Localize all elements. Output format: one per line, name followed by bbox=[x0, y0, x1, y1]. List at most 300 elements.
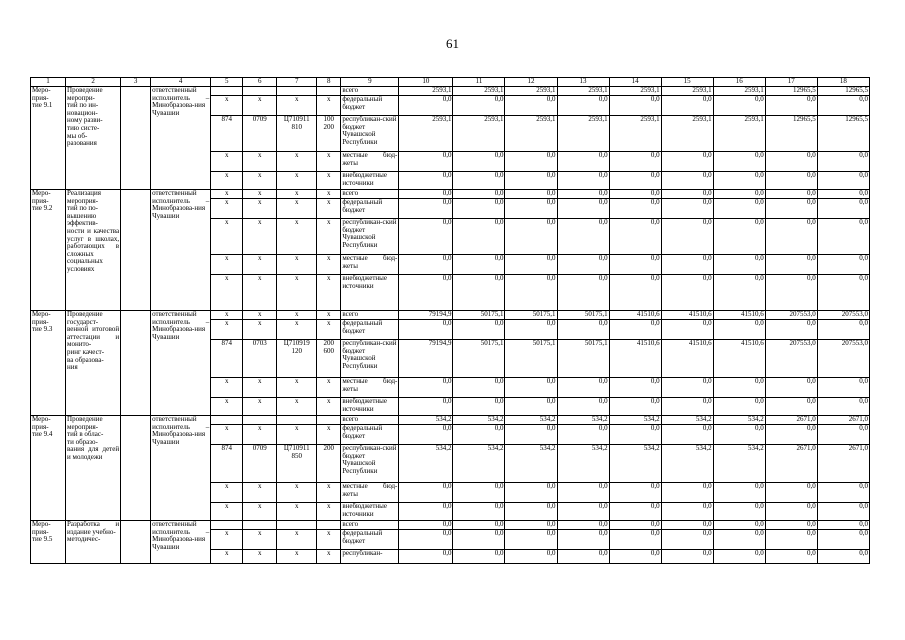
value-cell: 0,0 bbox=[609, 550, 661, 564]
value-cell: 0,0 bbox=[661, 483, 713, 503]
header-cell: 18 bbox=[817, 78, 869, 87]
code-cell: х bbox=[317, 190, 341, 199]
funding-source: внебюджетные источники bbox=[341, 275, 399, 311]
value-cell: 2593,1 bbox=[453, 116, 505, 152]
code-cell: 874 bbox=[211, 116, 243, 152]
code-cell: х bbox=[317, 530, 341, 550]
value-cell: 207553,0 bbox=[817, 340, 869, 378]
value-cell: 2593,1 bbox=[557, 87, 609, 96]
header-cell: 3 bbox=[121, 78, 151, 87]
value-cell: 0,0 bbox=[817, 152, 869, 172]
empty-cell bbox=[121, 87, 151, 190]
value-cell: 0,0 bbox=[713, 275, 765, 311]
value-cell: 0,0 bbox=[661, 503, 713, 521]
header-cell: 15 bbox=[661, 78, 713, 87]
code-cell: х bbox=[277, 483, 317, 503]
page-number: 61 bbox=[446, 36, 459, 51]
value-cell: 0,0 bbox=[557, 378, 609, 398]
value-cell: 41510,6 bbox=[609, 311, 661, 320]
table-row bbox=[31, 311, 870, 320]
code-cell: х bbox=[243, 311, 277, 320]
value-cell: 0,0 bbox=[713, 521, 765, 530]
funding-source: республикан-ский бюджет Чувашской Республики bbox=[341, 219, 399, 255]
code-cell: х bbox=[211, 152, 243, 172]
value-cell: 0,0 bbox=[609, 199, 661, 219]
code-cell: х bbox=[243, 219, 277, 255]
value-cell: 2671,0 bbox=[817, 445, 869, 483]
value-cell: 0,0 bbox=[453, 320, 505, 340]
funding-source: всего bbox=[341, 521, 399, 530]
code-cell bbox=[211, 521, 243, 530]
value-cell: 0,0 bbox=[399, 398, 453, 416]
value-cell: 0,0 bbox=[765, 275, 817, 311]
value-cell: 0,0 bbox=[505, 378, 557, 398]
value-cell: 0,0 bbox=[453, 96, 505, 116]
value-cell: 0,0 bbox=[505, 152, 557, 172]
code-cell: х bbox=[317, 483, 341, 503]
event-executor: ответственный исполнитель – Минобразова-ния Чувашии bbox=[151, 190, 211, 311]
value-cell: 0,0 bbox=[399, 483, 453, 503]
funding-source: всего bbox=[341, 416, 399, 425]
value-cell: 0,0 bbox=[609, 503, 661, 521]
code-cell: 874 bbox=[211, 445, 243, 483]
empty-cell bbox=[121, 521, 151, 564]
value-cell: 0,0 bbox=[399, 199, 453, 219]
code-cell: х bbox=[243, 255, 277, 275]
value-cell: 0,0 bbox=[661, 190, 713, 199]
value-cell: 534,2 bbox=[399, 416, 453, 425]
value-cell: 0,0 bbox=[557, 190, 609, 199]
value-cell: 534,2 bbox=[505, 445, 557, 483]
value-cell: 0,0 bbox=[817, 219, 869, 255]
value-cell: 50175,1 bbox=[505, 311, 557, 320]
funding-source: местные бюд-жеты bbox=[341, 483, 399, 503]
value-cell: 2593,1 bbox=[505, 87, 557, 96]
budget-table bbox=[30, 77, 870, 564]
value-cell: 0,0 bbox=[399, 96, 453, 116]
funding-source: федеральный бюджет bbox=[341, 320, 399, 340]
value-cell: 0,0 bbox=[453, 550, 505, 564]
code-cell: 200 600 bbox=[317, 340, 341, 378]
value-cell: 0,0 bbox=[557, 550, 609, 564]
funding-source: всего bbox=[341, 87, 399, 96]
code-cell: х bbox=[277, 199, 317, 219]
value-cell: 0,0 bbox=[817, 550, 869, 564]
value-cell: 0,0 bbox=[557, 219, 609, 255]
value-cell: 0,0 bbox=[609, 172, 661, 190]
value-cell: 0,0 bbox=[453, 521, 505, 530]
code-cell: х bbox=[243, 152, 277, 172]
value-cell: 0,0 bbox=[661, 378, 713, 398]
value-cell: 0,0 bbox=[817, 190, 869, 199]
code-cell bbox=[243, 87, 277, 96]
code-cell: х bbox=[211, 199, 243, 219]
value-cell: 0,0 bbox=[661, 425, 713, 445]
code-cell: х bbox=[317, 172, 341, 190]
value-cell: 0,0 bbox=[765, 199, 817, 219]
value-cell: 534,2 bbox=[557, 416, 609, 425]
value-cell: 0,0 bbox=[765, 152, 817, 172]
event-id: Меро- прия- тие 9.2 bbox=[31, 190, 66, 311]
value-cell: 207553,0 bbox=[765, 311, 817, 320]
value-cell: 0,0 bbox=[713, 530, 765, 550]
value-cell: 0,0 bbox=[609, 320, 661, 340]
value-cell: 0,0 bbox=[505, 275, 557, 311]
value-cell: 0,0 bbox=[453, 483, 505, 503]
code-cell: х bbox=[277, 172, 317, 190]
code-cell: х bbox=[317, 378, 341, 398]
value-cell: 0,0 bbox=[765, 425, 817, 445]
value-cell: 534,2 bbox=[661, 416, 713, 425]
code-cell: х bbox=[317, 96, 341, 116]
value-cell: 0,0 bbox=[661, 521, 713, 530]
code-cell: х bbox=[317, 219, 341, 255]
event-id: Меро- прия- тие 9.4 bbox=[31, 416, 66, 521]
code-cell: х bbox=[243, 275, 277, 311]
code-cell: х bbox=[317, 320, 341, 340]
value-cell: 0,0 bbox=[817, 255, 869, 275]
value-cell: 0,0 bbox=[557, 398, 609, 416]
code-cell: х bbox=[211, 172, 243, 190]
value-cell: 0,0 bbox=[557, 255, 609, 275]
value-cell: 0,0 bbox=[505, 96, 557, 116]
value-cell: 0,0 bbox=[609, 275, 661, 311]
code-cell: 200 bbox=[317, 445, 341, 483]
value-cell: 0,0 bbox=[453, 199, 505, 219]
value-cell: 0,0 bbox=[661, 320, 713, 340]
value-cell: 534,2 bbox=[609, 416, 661, 425]
funding-source: федеральный бюджет bbox=[341, 96, 399, 116]
value-cell: 0,0 bbox=[557, 503, 609, 521]
code-cell: х bbox=[317, 255, 341, 275]
value-cell: 0,0 bbox=[557, 521, 609, 530]
event-name: Проведение государст- венной итоговой аттестации и монито- ринг качест- ва образова- ния bbox=[66, 311, 121, 416]
value-cell: 0,0 bbox=[505, 483, 557, 503]
code-cell bbox=[317, 521, 341, 530]
value-cell: 0,0 bbox=[661, 530, 713, 550]
value-cell: 0,0 bbox=[505, 398, 557, 416]
code-cell: 0703 bbox=[243, 340, 277, 378]
code-cell: 874 bbox=[211, 340, 243, 378]
table-body bbox=[31, 78, 870, 564]
value-cell: 0,0 bbox=[609, 219, 661, 255]
header-cell: 1 bbox=[31, 78, 66, 87]
funding-source: внебюджетные источники bbox=[341, 503, 399, 521]
value-cell: 50175,1 bbox=[557, 340, 609, 378]
value-cell: 0,0 bbox=[817, 425, 869, 445]
value-cell: 0,0 bbox=[661, 255, 713, 275]
value-cell: 41510,6 bbox=[661, 340, 713, 378]
code-cell: х bbox=[277, 503, 317, 521]
funding-source: республикан-ский бюджет Чувашской Республики bbox=[341, 445, 399, 483]
code-cell: х bbox=[243, 530, 277, 550]
code-cell: х bbox=[277, 255, 317, 275]
code-cell: х bbox=[277, 378, 317, 398]
code-cell: х bbox=[277, 311, 317, 320]
value-cell: 0,0 bbox=[609, 96, 661, 116]
table-row bbox=[31, 416, 870, 425]
value-cell: 0,0 bbox=[453, 275, 505, 311]
value-cell: 0,0 bbox=[453, 219, 505, 255]
value-cell: 0,0 bbox=[713, 503, 765, 521]
value-cell: 0,0 bbox=[453, 255, 505, 275]
value-cell: 0,0 bbox=[399, 320, 453, 340]
code-cell: х bbox=[211, 425, 243, 445]
header-cell: 17 bbox=[765, 78, 817, 87]
table-row bbox=[31, 521, 870, 530]
funding-source: внебюджетные источники bbox=[341, 172, 399, 190]
event-name: Разработка и издание учебно- методичес- bbox=[66, 521, 121, 564]
value-cell: 0,0 bbox=[713, 199, 765, 219]
code-cell: х bbox=[211, 398, 243, 416]
code-cell: х bbox=[277, 398, 317, 416]
value-cell: 0,0 bbox=[557, 483, 609, 503]
value-cell: 0,0 bbox=[765, 219, 817, 255]
value-cell: 0,0 bbox=[817, 398, 869, 416]
value-cell: 0,0 bbox=[661, 199, 713, 219]
event-id: Меро- прия- тие 9.1 bbox=[31, 87, 66, 190]
value-cell: 0,0 bbox=[765, 521, 817, 530]
value-cell: 0,0 bbox=[661, 96, 713, 116]
header-cell: 13 bbox=[557, 78, 609, 87]
value-cell: 0,0 bbox=[453, 398, 505, 416]
header-cell: 7 bbox=[277, 78, 317, 87]
value-cell: 0,0 bbox=[505, 320, 557, 340]
value-cell: 534,2 bbox=[505, 416, 557, 425]
code-cell: х bbox=[243, 398, 277, 416]
event-executor: ответственный исполнитель – Минобразова-ния Чувашии bbox=[151, 311, 211, 416]
value-cell: 0,0 bbox=[817, 320, 869, 340]
value-cell: 0,0 bbox=[557, 425, 609, 445]
event-id: Меро- прия- тие 9.3 bbox=[31, 311, 66, 416]
value-cell: 0,0 bbox=[505, 550, 557, 564]
table-row bbox=[31, 87, 870, 96]
value-cell: 12965,5 bbox=[765, 87, 817, 96]
empty-cell bbox=[121, 190, 151, 311]
funding-source: федеральный бюджет bbox=[341, 530, 399, 550]
code-cell: х bbox=[277, 152, 317, 172]
header-cell: 5 bbox=[211, 78, 243, 87]
code-cell bbox=[317, 87, 341, 96]
value-cell: 0,0 bbox=[505, 255, 557, 275]
code-cell: х bbox=[243, 378, 277, 398]
event-executor: ответственный исполнитель – Минобразова-ния Чувашии bbox=[151, 416, 211, 521]
funding-source: федеральный бюджет bbox=[341, 425, 399, 445]
funding-source: местные бюд-жеты bbox=[341, 378, 399, 398]
value-cell: 0,0 bbox=[453, 172, 505, 190]
code-cell: х bbox=[243, 503, 277, 521]
value-cell: 0,0 bbox=[765, 320, 817, 340]
value-cell: 50175,1 bbox=[453, 311, 505, 320]
header-cell: 8 bbox=[317, 78, 341, 87]
funding-source: республикан-ский бюджет Чувашской Республики bbox=[341, 340, 399, 378]
funding-source: местные бюд-жеты bbox=[341, 255, 399, 275]
value-cell: 534,2 bbox=[713, 445, 765, 483]
value-cell: 0,0 bbox=[713, 172, 765, 190]
value-cell: 0,0 bbox=[505, 503, 557, 521]
code-cell bbox=[277, 87, 317, 96]
code-cell: х bbox=[317, 275, 341, 311]
value-cell: 0,0 bbox=[505, 190, 557, 199]
code-cell bbox=[211, 87, 243, 96]
value-cell: 79194,9 bbox=[399, 311, 453, 320]
code-cell: 100 200 bbox=[317, 116, 341, 152]
value-cell: 2593,1 bbox=[505, 116, 557, 152]
value-cell: 0,0 bbox=[453, 503, 505, 521]
code-cell: х bbox=[211, 311, 243, 320]
value-cell: 534,2 bbox=[399, 445, 453, 483]
header-cell: 2 bbox=[66, 78, 121, 87]
code-cell: х bbox=[211, 190, 243, 199]
value-cell: 0,0 bbox=[817, 530, 869, 550]
value-cell: 0,0 bbox=[557, 199, 609, 219]
value-cell: 0,0 bbox=[713, 483, 765, 503]
empty-cell bbox=[121, 416, 151, 521]
value-cell: 0,0 bbox=[817, 483, 869, 503]
event-executor: ответственный исполнитель – Минобразова-ния Чувашии bbox=[151, 87, 211, 190]
code-cell: Ц710911 810 bbox=[277, 116, 317, 152]
value-cell: 0,0 bbox=[713, 255, 765, 275]
code-cell: х bbox=[317, 398, 341, 416]
code-cell: х bbox=[211, 96, 243, 116]
value-cell: 0,0 bbox=[609, 521, 661, 530]
code-cell: х bbox=[277, 550, 317, 564]
code-cell: х bbox=[211, 530, 243, 550]
value-cell: 0,0 bbox=[817, 503, 869, 521]
value-cell: 0,0 bbox=[765, 190, 817, 199]
value-cell: 534,2 bbox=[453, 416, 505, 425]
code-cell bbox=[243, 521, 277, 530]
code-cell: х bbox=[211, 275, 243, 311]
value-cell: 41510,6 bbox=[713, 311, 765, 320]
value-cell: 2593,1 bbox=[661, 87, 713, 96]
value-cell: 534,2 bbox=[713, 416, 765, 425]
code-cell: х bbox=[243, 320, 277, 340]
value-cell: 2593,1 bbox=[713, 116, 765, 152]
value-cell: 0,0 bbox=[609, 152, 661, 172]
code-cell: х bbox=[317, 199, 341, 219]
value-cell: 2593,1 bbox=[661, 116, 713, 152]
code-cell bbox=[277, 521, 317, 530]
value-cell: 79194,9 bbox=[399, 340, 453, 378]
value-cell: 12965,5 bbox=[817, 87, 869, 96]
value-cell: 0,0 bbox=[399, 172, 453, 190]
value-cell: 0,0 bbox=[557, 530, 609, 550]
code-cell: Ц710919 120 bbox=[277, 340, 317, 378]
value-cell: 2671,0 bbox=[765, 416, 817, 425]
funding-source: внебюджетные источники bbox=[341, 398, 399, 416]
value-cell: 0,0 bbox=[557, 96, 609, 116]
code-cell: х bbox=[211, 219, 243, 255]
value-cell: 0,0 bbox=[453, 190, 505, 199]
value-cell: 0,0 bbox=[661, 172, 713, 190]
value-cell: 0,0 bbox=[765, 483, 817, 503]
value-cell: 0,0 bbox=[713, 190, 765, 199]
event-executor: ответственный исполнитель – Минобразова-ния Чувашии bbox=[151, 521, 211, 564]
value-cell: 0,0 bbox=[661, 219, 713, 255]
value-cell: 50175,1 bbox=[453, 340, 505, 378]
code-cell: 0709 bbox=[243, 116, 277, 152]
code-cell bbox=[243, 416, 277, 425]
code-cell: х bbox=[317, 550, 341, 564]
value-cell: 0,0 bbox=[557, 275, 609, 311]
event-name: Проведение мероприя- тий в облас- ти образо- вания для детей и молодежи bbox=[66, 416, 121, 521]
code-cell: х bbox=[277, 320, 317, 340]
code-cell: Ц710911 850 bbox=[277, 445, 317, 483]
funding-source: федеральный бюджет bbox=[341, 199, 399, 219]
code-cell: х bbox=[317, 425, 341, 445]
value-cell: 0,0 bbox=[399, 255, 453, 275]
value-cell: 0,0 bbox=[505, 530, 557, 550]
value-cell: 0,0 bbox=[713, 320, 765, 340]
value-cell: 0,0 bbox=[505, 199, 557, 219]
value-cell: 0,0 bbox=[609, 483, 661, 503]
value-cell: 0,0 bbox=[713, 550, 765, 564]
value-cell: 0,0 bbox=[817, 521, 869, 530]
value-cell: 0,0 bbox=[453, 378, 505, 398]
code-cell: х bbox=[211, 483, 243, 503]
code-cell: х bbox=[243, 96, 277, 116]
code-cell: 0709 bbox=[243, 445, 277, 483]
code-cell: х bbox=[211, 550, 243, 564]
value-cell: 0,0 bbox=[713, 96, 765, 116]
value-cell: 0,0 bbox=[399, 190, 453, 199]
code-cell: х bbox=[211, 320, 243, 340]
value-cell: 0,0 bbox=[713, 152, 765, 172]
value-cell: 2593,1 bbox=[399, 116, 453, 152]
value-cell: 0,0 bbox=[661, 398, 713, 416]
funding-source: республикан-ский бюджет Чувашской Республики bbox=[341, 116, 399, 152]
code-cell: х bbox=[243, 199, 277, 219]
header-cell: 4 bbox=[151, 78, 211, 87]
code-cell: х bbox=[317, 503, 341, 521]
value-cell: 50175,1 bbox=[505, 340, 557, 378]
code-cell: х bbox=[243, 550, 277, 564]
value-cell: 50175,1 bbox=[557, 311, 609, 320]
value-cell: 0,0 bbox=[505, 521, 557, 530]
code-cell: х bbox=[277, 275, 317, 311]
funding-source: всего bbox=[341, 190, 399, 199]
header-cell: 9 bbox=[341, 78, 399, 87]
value-cell: 0,0 bbox=[609, 530, 661, 550]
value-cell: 534,2 bbox=[609, 445, 661, 483]
value-cell: 0,0 bbox=[609, 378, 661, 398]
value-cell: 0,0 bbox=[399, 521, 453, 530]
code-cell bbox=[317, 416, 341, 425]
value-cell: 0,0 bbox=[765, 172, 817, 190]
value-cell: 2593,1 bbox=[609, 87, 661, 96]
value-cell: 41510,6 bbox=[661, 311, 713, 320]
code-cell: х bbox=[211, 503, 243, 521]
value-cell: 534,2 bbox=[557, 445, 609, 483]
code-cell: х bbox=[277, 530, 317, 550]
value-cell: 0,0 bbox=[713, 378, 765, 398]
code-cell: х bbox=[277, 96, 317, 116]
value-cell: 207553,0 bbox=[765, 340, 817, 378]
value-cell: 0,0 bbox=[505, 219, 557, 255]
header-cell: 14 bbox=[609, 78, 661, 87]
value-cell: 0,0 bbox=[453, 425, 505, 445]
value-cell: 0,0 bbox=[505, 425, 557, 445]
value-cell: 0,0 bbox=[713, 425, 765, 445]
table-row bbox=[31, 190, 870, 199]
value-cell: 0,0 bbox=[557, 152, 609, 172]
value-cell: 207553,0 bbox=[817, 311, 869, 320]
value-cell: 0,0 bbox=[399, 530, 453, 550]
value-cell: 0,0 bbox=[765, 378, 817, 398]
value-cell: 0,0 bbox=[399, 275, 453, 311]
value-cell: 12965,5 bbox=[817, 116, 869, 152]
